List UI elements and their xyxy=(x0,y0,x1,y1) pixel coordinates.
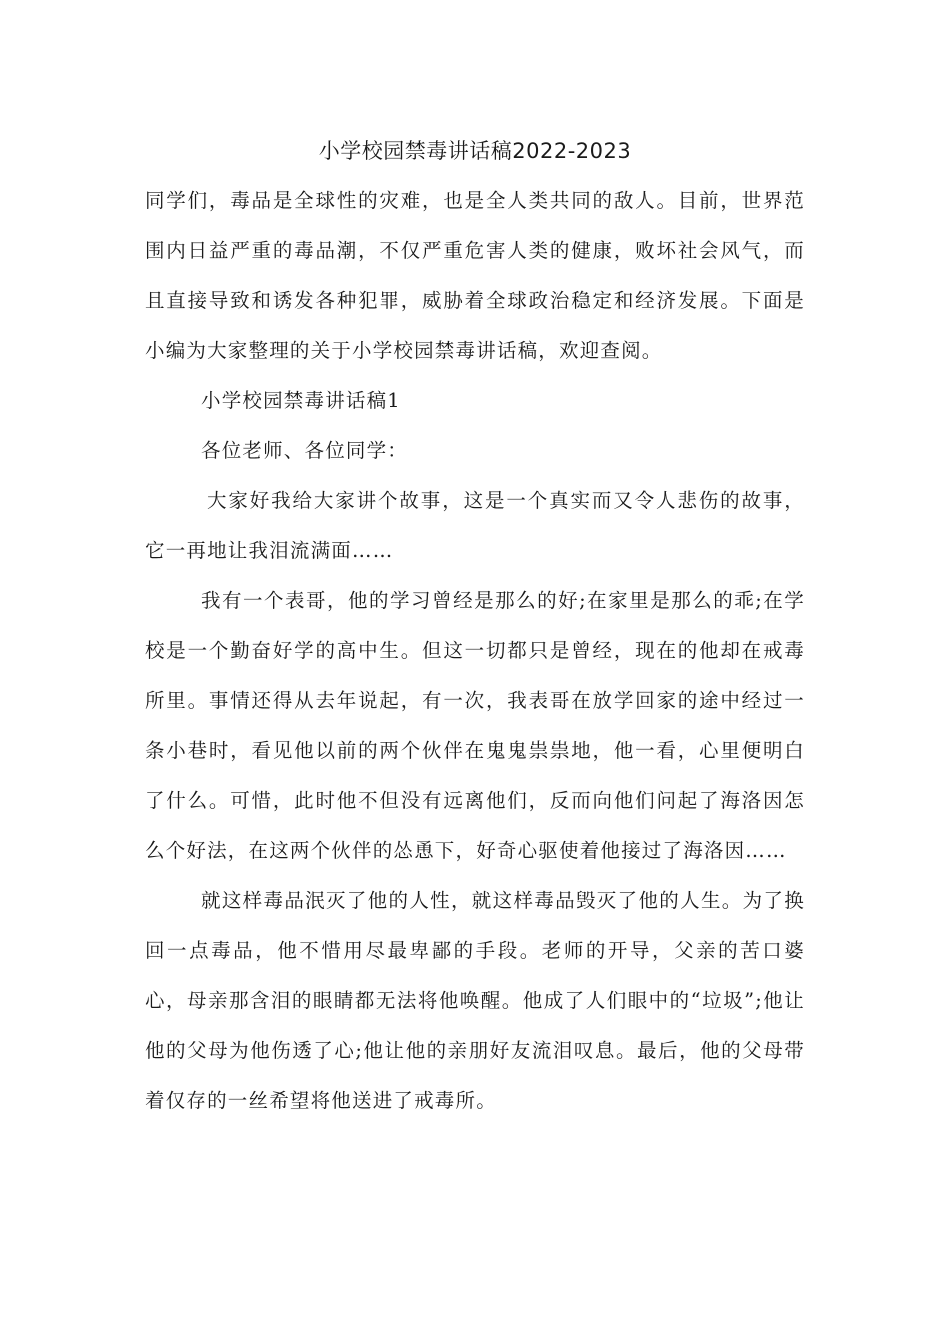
document-body xyxy=(145,176,805,1126)
intro-paragraph: 同学们，毒品是全球性的灾难，也是全人类共同的敌人。目前，世界范围内日益严重的毒品潮，不仅严重危害人类的健康，败坏社会风气，而且直接导致和诱发各种犯罪，威胁着全球政治稳定和经济发展。下面是小编为大家整理的关于小学校园禁毒讲话稿，欢迎查阅。 xyxy=(145,189,805,362)
story-opening-paragraph: 大家好我给大家讲个故事，这是一个真实而又令人悲伤的故事，它一再地让我泪流满面…… xyxy=(145,489,805,562)
salutation: 各位老师、各位同学： xyxy=(201,439,409,462)
speech-heading: 小学校园禁毒讲话稿1 xyxy=(201,389,401,412)
cousin-story-paragraph: 我有一个表哥，他的学习曾经是那么的好;在家里是那么的乖;在学校是一个勤奋好学的高中生。但这一切都只是曾经，现在的他却在戒毒所里。事情还得从去年说起，有一次，我表哥在放学回家的途中经过一条小巷时，看见他以前的两个伙伴在鬼鬼祟祟地，他一看，心里便明白了什么。可惜，此时他不但没有远离他们，反而向他们问起了海洛因怎么个好法，在这两个伙伴的怂恿下，好奇心驱使着他接过了海洛因…… xyxy=(145,589,805,862)
document-title: 小学校园禁毒讲话稿2022-2023 xyxy=(318,139,632,163)
consequence-paragraph: 就这样毒品泯灭了他的人性，就这样毒品毁灭了他的人生。为了换回一点毒品，他不惜用尽最卑鄙的手段。老师的开导，父亲的苦口婆心，母亲那含泪的眼睛都无法将他唤醒。他成了人们眼中的“垃圾”;他让他的父母为他伤透了心;他让他的亲朋好友流泪叹息。最后，他的父母带着仅存的一丝希望将他送进了戒毒所。 xyxy=(145,889,805,1112)
